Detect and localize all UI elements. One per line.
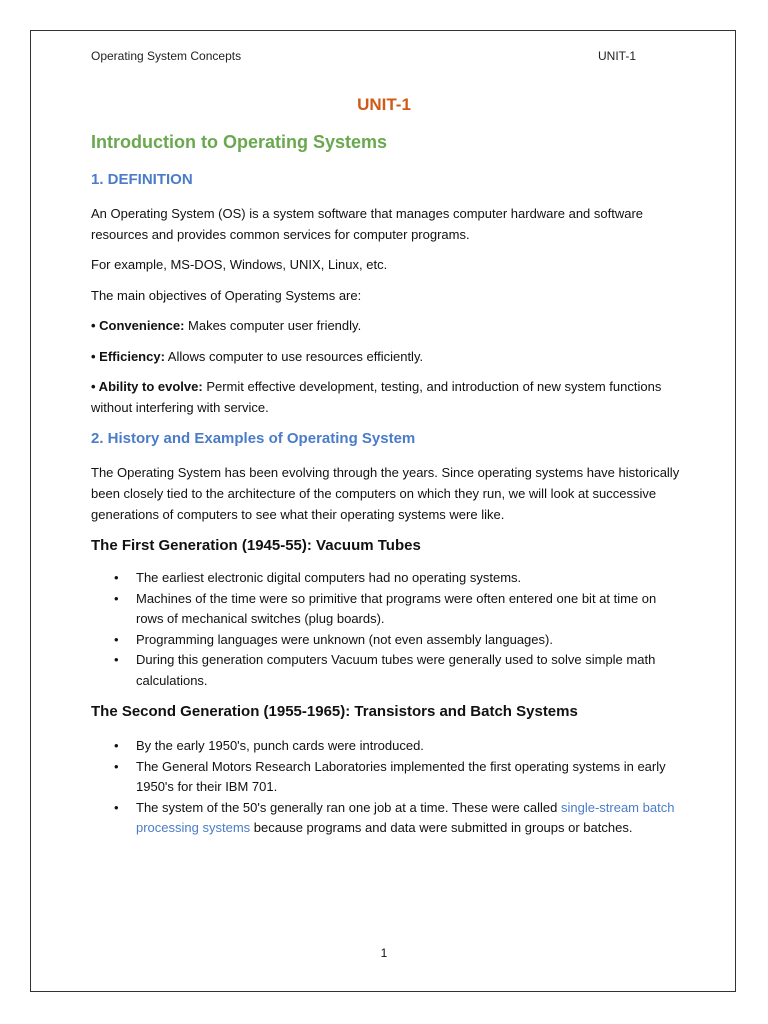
objective-term: • Ability to evolve: [91,379,203,394]
objective-ability-to-evolve [91,376,681,418]
objective-efficiency [91,346,681,367]
header-right: UNIT-1 [597,49,636,63]
section-heading-definition: 1. DEFINITION [91,171,193,188]
objective-desc: Makes computer user friendly. [184,318,362,333]
first-generation-list [91,568,681,691]
definition-paragraph: An Operating System (OS) is a system software that manages computer hardware and software resources and provides common services for computer programs. [91,206,644,242]
history-intro-paragraph: The Operating System has been evolving through the years. Since operating systems have historically been closely tied to the architecture of the computers on which they run, we will look at successive generations of computers to see what their operating systems were like. [91,465,680,522]
list-item: • Machines of the time were so primitive that programs were often entered one bit at time on rows of mechanical switches (plug boards). [91,589,681,630]
batch-processing-link[interactable]: single-stream batch processing systems [136,799,675,835]
first-generation-heading: The First Generation (1945-55): Vacuum Tubes [91,537,421,554]
objective-convenience [91,315,681,336]
objectives-intro: The main objectives of Operating Systems are: [91,288,362,303]
list-item: • Programming languages were unknown (not even assembly languages). [91,630,681,651]
objective-desc: Permit effective development, testing, and introduction of new system functions without interfering with service. [91,379,662,415]
objective-term: • Efficiency: [91,349,165,364]
list-item-text: because programs and data were submitted in groups or batches. [250,820,633,835]
example-paragraph: For example, MS-DOS, Windows, UNIX, Linux, etc. [91,257,388,272]
list-item: • The General Motors Research Laboratories implemented the first operating systems in early 1950's for their IBM 701. [91,757,681,798]
chapter-title: Introduction to Operating Systems [91,132,388,152]
list-item: • The earliest electronic digital computers had no operating systems. [91,568,681,589]
list-item-text: The system of the 50's generally ran one job at a time. These were called [136,799,561,815]
objective-desc: Allows computer to use resources efficiently. [164,349,424,364]
list-item: • By the early 1950's, punch cards were introduced. [91,736,681,757]
objective-term: • Convenience: [91,318,185,333]
header-left: Operating System Concepts [91,49,242,63]
second-generation-heading: The Second Generation (1955-1965): Transistors and Batch Systems [91,703,578,720]
section-heading-history: 2. History and Examples of Operating System [91,430,416,447]
list-item [91,798,681,839]
page-number: 1 [380,946,388,960]
second-generation-list [91,736,681,839]
document-page [30,30,736,992]
unit-title: UNIT-1 [357,95,411,114]
list-item: • During this generation computers Vacuum tubes were generally used to solve simple math calculations. [91,650,681,691]
